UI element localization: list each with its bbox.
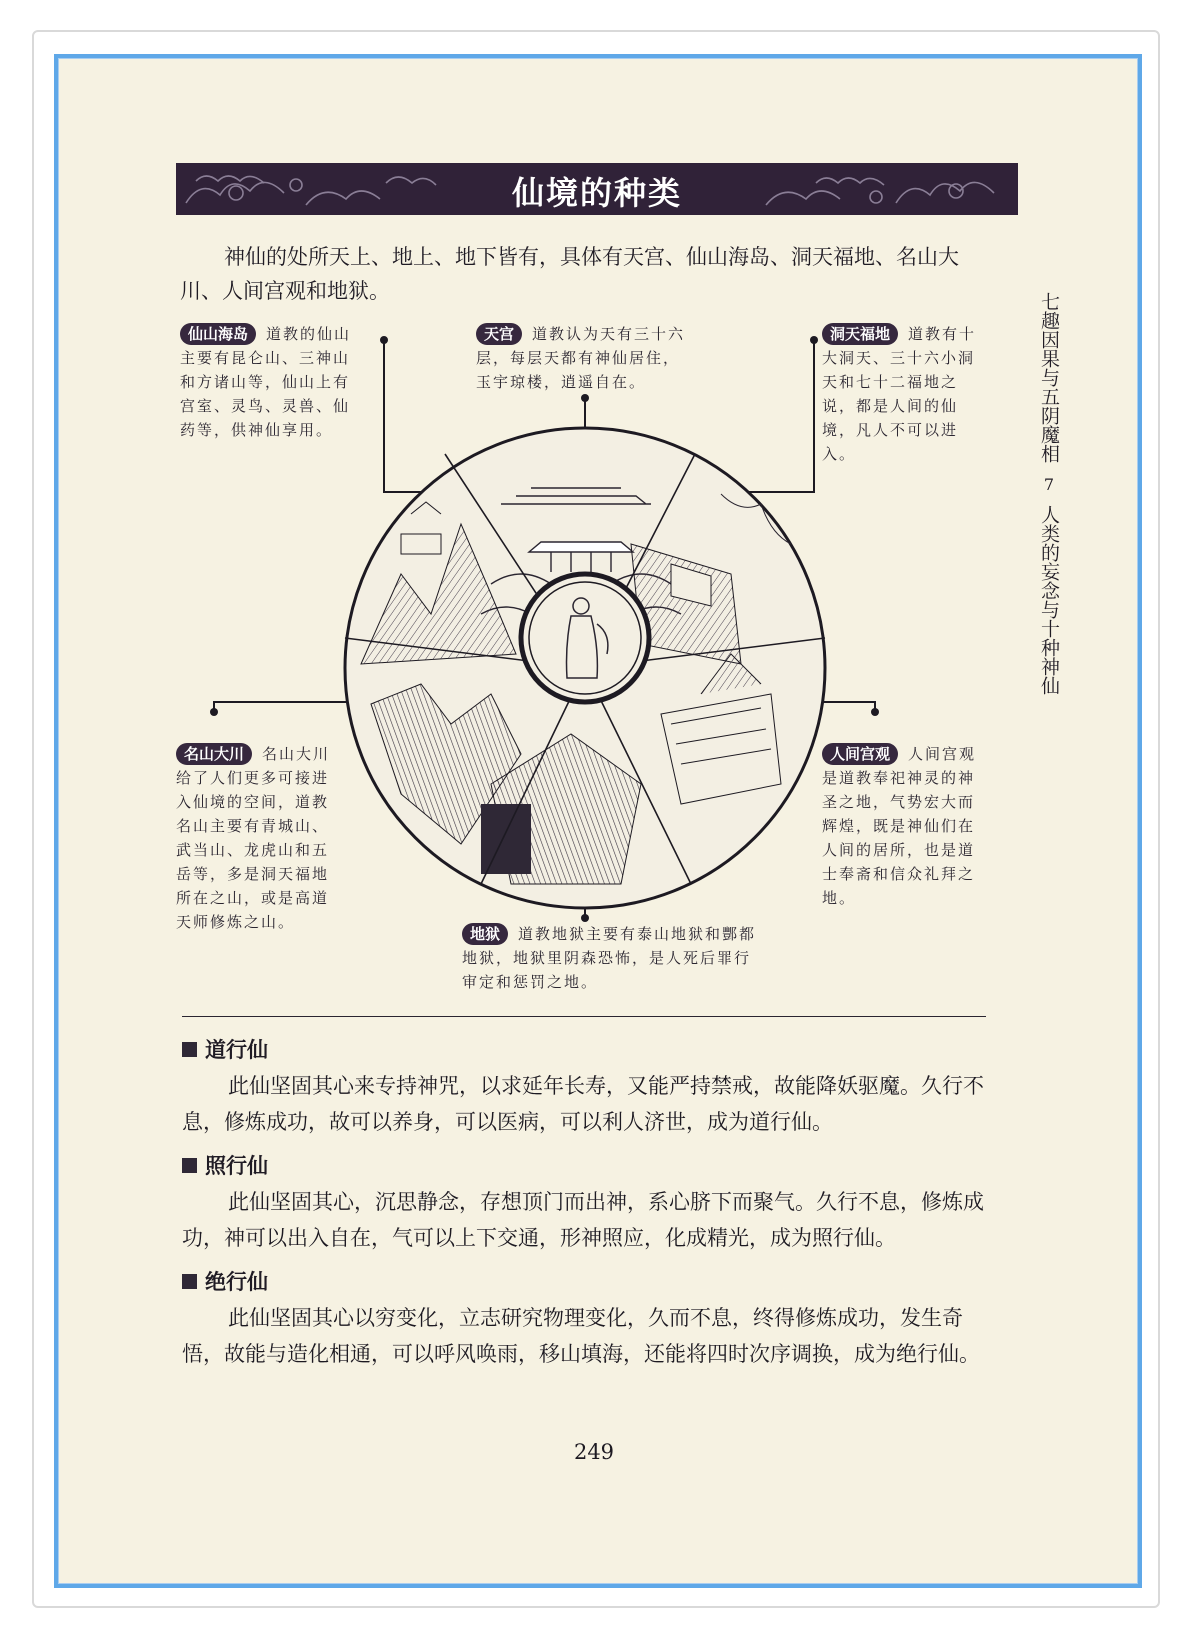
section-divider — [182, 1016, 986, 1017]
note-sky-palace-text: 道教认为天有三十六层，每层天都有神仙居住，玉宇琼楼，逍遥自在。 — [476, 325, 686, 391]
note-earthly-temple — [822, 742, 982, 910]
running-head-section: 人类的妄念与十种神仙 — [1038, 505, 1060, 695]
square-bullet-icon — [182, 1274, 197, 1289]
section-heading — [182, 1150, 268, 1180]
page-number: 249 — [573, 1440, 615, 1464]
tag-immortal-island: 仙山海岛 — [180, 323, 256, 345]
section-title: 照行仙 — [205, 1154, 268, 1178]
note-famous-mountain-text: 名山大川给了人们更多可接进入仙境的空间，道教名山主要有青城山、武当山、龙虎山和五岳等，多是洞天福地所在之山，或是高道天师修炼之山。 — [176, 745, 331, 931]
tag-earthly-temple: 人间宫观 — [822, 743, 898, 765]
tag-famous-mountain: 名山大川 — [176, 743, 252, 765]
note-grotto-heaven-text: 道教有十大洞天、三十六小洞天和七十二福地之说，都是人间的仙境，凡人不可以进入。 — [822, 325, 977, 463]
note-famous-mountain — [176, 742, 342, 934]
note-sky-palace — [476, 322, 686, 394]
page-title: 仙境的种类 — [511, 174, 682, 212]
running-head-chapter: 七趣因果与五阴魔相 — [1038, 292, 1060, 463]
note-underworld-text: 道教地狱主要有泰山地狱和酆都地狱，地狱里阴森恐怖，是人死后罪行审定和惩罚之地。 — [462, 925, 757, 991]
note-grotto-heaven — [822, 322, 982, 466]
note-earthly-temple-text: 人间宫观是道教奉祀神灵的神圣之地，气势宏大而辉煌，既是神仙们在人间的居所，也是道士奉斋和信众礼拜之地。 — [822, 745, 977, 907]
tag-grotto-heaven: 洞天福地 — [822, 323, 898, 345]
tag-sky-palace: 天宫 — [476, 323, 522, 345]
note-immortal-island-text: 道教的仙山主要有昆仑山、三神山和方诸山等，仙山上有宫室、灵鸟、灵兽、仙药等，供神仙享用。 — [180, 325, 352, 439]
section-heading — [182, 1266, 268, 1296]
intro-paragraph: 神仙的处所天上、地上、地下皆有，具体有天宫、仙山海岛、洞天福地、名山大川、人间宫观和地狱。 — [180, 245, 959, 303]
section-body: 此仙坚固其心以穷变化，立志研究物理变化，久而不息，终得修炼成功，发生奇悟，故能与造化相通，可以呼风唤雨，移山填海，还能将四时次序调换，成为绝行仙。 — [182, 1306, 980, 1366]
running-head-number: 7 — [1043, 475, 1055, 494]
section-title: 绝行仙 — [205, 1270, 268, 1294]
tag-underworld: 地狱 — [462, 923, 508, 945]
section-heading — [182, 1034, 268, 1064]
section-title: 道行仙 — [205, 1038, 268, 1062]
note-underworld — [462, 922, 762, 994]
note-immortal-island — [180, 322, 360, 442]
section-body: 此仙坚固其心，沉思静念，存想顶门而出神，系心脐下而聚气。久行不息，修炼成功，神可以出入自在，气可以上下交通，形神照应，化成精光，成为照行仙。 — [182, 1190, 984, 1250]
square-bullet-icon — [182, 1042, 197, 1057]
paradise-medallion-illustration — [341, 424, 829, 912]
section-body: 此仙坚固其心来专持神咒，以求延年长寿，又能严持禁戒，故能降妖驱魔。久行不息，修炼成功，故可以养身，可以医病，可以利人济世，成为道行仙。 — [182, 1074, 984, 1134]
square-bullet-icon — [182, 1158, 197, 1173]
